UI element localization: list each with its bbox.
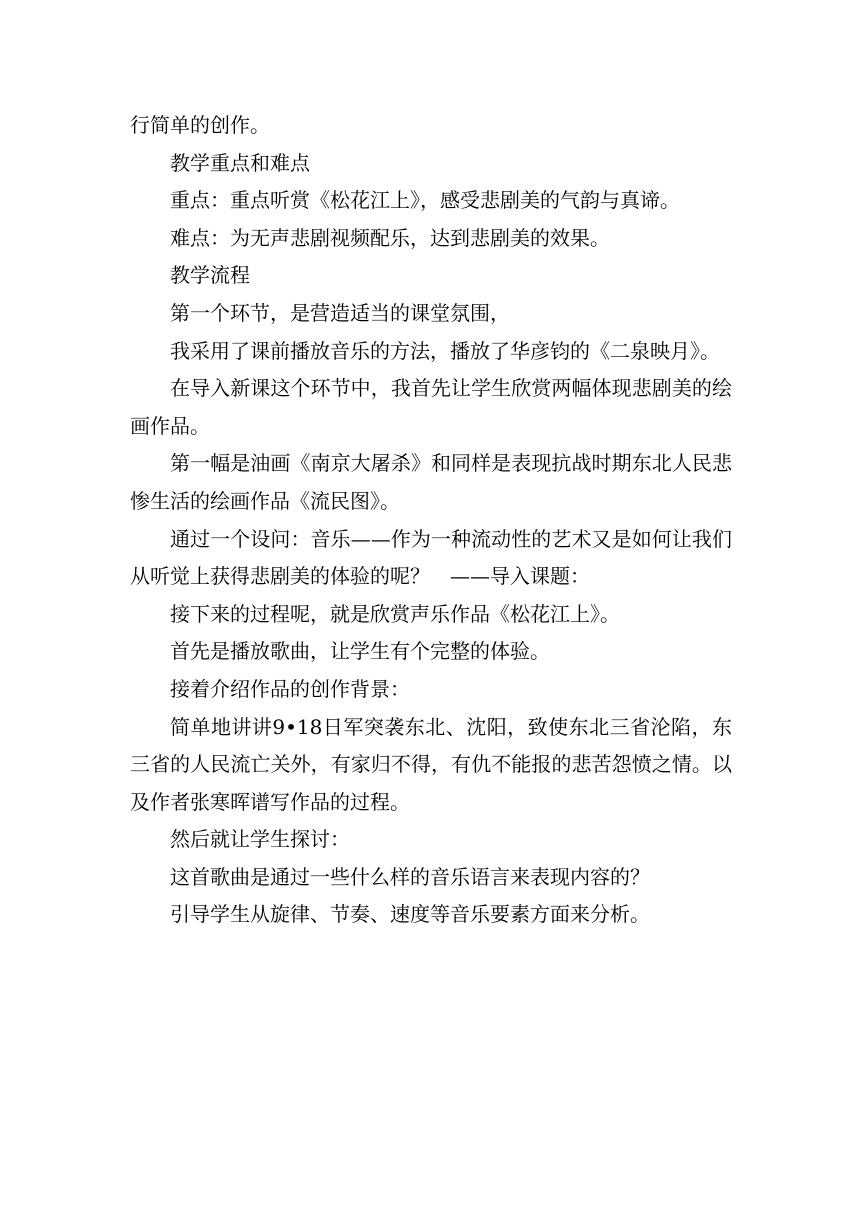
paragraph-continuation: 行简单的创作。 xyxy=(130,113,270,137)
heading-key-points: 教学重点和难点 xyxy=(170,150,310,175)
paragraph-question-music-language: 这首歌曲是通过一些什么样的音乐语言来表现内容的？ xyxy=(170,864,650,889)
paragraph-introduction: 在导入新课这个环节中，我首先让学生欣赏两幅体现悲剧美的绘画作品。 xyxy=(130,376,732,438)
paragraph-discussion: 然后就让学生探讨： xyxy=(170,827,350,852)
paragraph-background: 接着介绍作品的创作背景： xyxy=(170,676,410,701)
paragraph-difficulty: 难点：为无声悲剧视频配乐，达到悲剧美的效果。 xyxy=(170,225,610,250)
paragraph-paintings: 第一幅是油画《南京大屠杀》和同样是表现抗战时期东北人民悲惨生活的绘画作品《流民图》。 xyxy=(130,451,732,513)
paragraph-key-point: 重点：重点听赏《松花江上》，感受悲剧美的气韵与真谛。 xyxy=(170,188,680,213)
paragraph-guide-analysis: 引导学生从旋律、节奏、速度等音乐要素方面来分析。 xyxy=(170,902,650,927)
paragraph-next-process: 接下来的过程呢，就是欣赏声乐作品《松花江上》。 xyxy=(170,601,620,626)
paragraph-pre-class-music: 我采用了课前播放音乐的方法，播放了华彦钧的《二泉映月》。 xyxy=(170,338,720,363)
paragraph-step-one: 第一个环节，是营造适当的课堂氛围， xyxy=(170,300,510,325)
heading-teaching-process: 教学流程 xyxy=(170,263,250,288)
paragraph-question: 通过一个设问：音乐——作为一种流动性的艺术又是如何让我们从听觉上获得悲剧美的体验的呢？ ——导入课题： xyxy=(130,526,732,589)
paragraph-play-song: 首先是播放歌曲，让学生有个完整的体验。 xyxy=(170,639,550,664)
document-page xyxy=(130,107,732,934)
paragraph-history: 简单地讲讲9•18日军突袭东北、沈阳，致使东北三省沦陷，东三省的人民流亡关外，有家归不得，有仇不能报的悲苦怨愤之情。以及作者张寒晖谱写作品的过程。 xyxy=(130,714,732,814)
